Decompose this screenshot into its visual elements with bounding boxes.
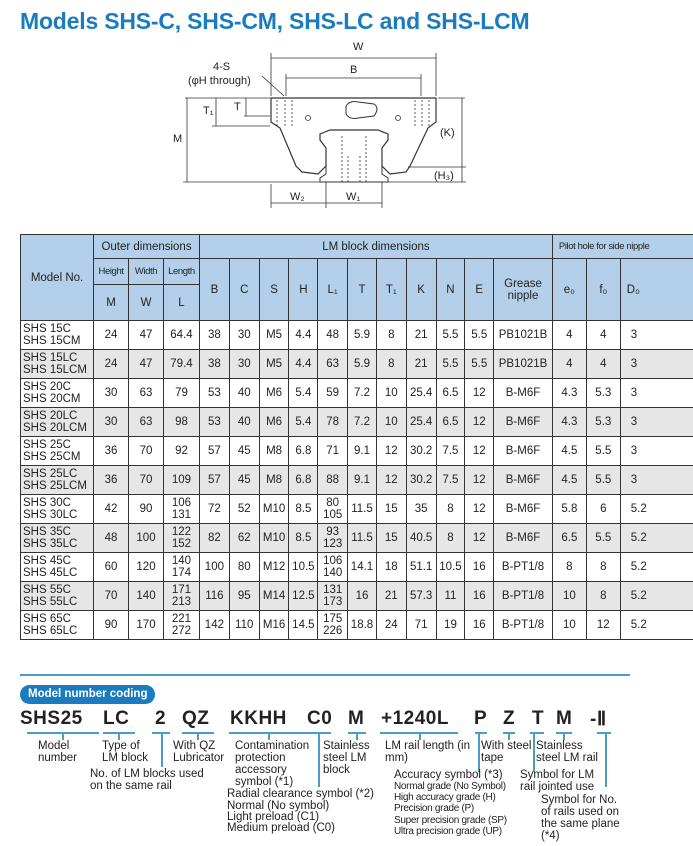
cell-h: 8.5 xyxy=(289,495,318,524)
cell-model-no: SHS 20C SHS 20CM xyxy=(21,379,94,408)
cell-w: 140 xyxy=(129,582,164,611)
cell-l1: 80 105 xyxy=(318,495,348,524)
cell-l1: 59 xyxy=(318,379,348,408)
cell-l: 221 272 xyxy=(163,611,199,640)
cell-h: 6.8 xyxy=(289,466,318,495)
cell-model-no: SHS 30C SHS 30LC xyxy=(21,495,94,524)
cell-model-no: SHS 35C SHS 35LC xyxy=(21,524,94,553)
cell-d0: 5.2 xyxy=(620,524,693,553)
cell-h: 6.8 xyxy=(289,437,318,466)
cell-l: 79.4 xyxy=(163,350,199,379)
cell-w: 63 xyxy=(129,379,164,408)
cell-e: 16 xyxy=(465,582,494,611)
section-divider xyxy=(20,674,630,676)
cell-w: 90 xyxy=(129,495,164,524)
cell-b: 53 xyxy=(199,379,229,408)
model-coding-badge: Model number coding xyxy=(20,685,155,704)
accuracy-option-high: High accuracy grade (H) xyxy=(394,792,496,803)
cell-k: 25.4 xyxy=(406,379,436,408)
dim-K: (K) xyxy=(440,127,455,139)
cell-w: 70 xyxy=(129,466,164,495)
cell-l: 140 174 xyxy=(163,553,199,582)
code-part-qz: QZ xyxy=(182,708,210,729)
cell-n: 19 xyxy=(436,611,465,640)
cell-b: 38 xyxy=(199,350,229,379)
dim-W: W xyxy=(353,41,364,53)
cell-e0: 5.8 xyxy=(552,495,586,524)
header-W: W xyxy=(129,285,164,321)
cell-m: 36 xyxy=(94,466,129,495)
cell-b: 57 xyxy=(199,437,229,466)
dim-B: B xyxy=(350,64,358,76)
cell-e0: 4.3 xyxy=(552,408,586,437)
header-model-no: Model No. xyxy=(21,235,94,321)
cell-l: 79 xyxy=(163,379,199,408)
cell-h: 12.5 xyxy=(289,582,318,611)
header-e0: e₀ xyxy=(552,259,586,321)
cell-f0: 5.5 xyxy=(586,524,620,553)
cell-b: 116 xyxy=(199,582,229,611)
header-M: M xyxy=(94,285,129,321)
cell-d0: 3 xyxy=(620,408,693,437)
label-contamination: Contamination protection accessory symbol (*1) xyxy=(235,740,310,788)
cell-s: M14 xyxy=(259,582,289,611)
cell-t1: 8 xyxy=(376,321,406,350)
cell-grease: B-PT1/8 xyxy=(494,553,553,582)
cell-h: 4.4 xyxy=(289,350,318,379)
cell-c: 52 xyxy=(229,495,259,524)
cell-t: 5.9 xyxy=(348,350,377,379)
cell-d0: 3 xyxy=(620,379,693,408)
cell-c: 40 xyxy=(229,379,259,408)
label-qz-lubricator: With QZ Lubricator xyxy=(173,740,225,764)
cell-e: 12 xyxy=(465,437,494,466)
cell-e: 16 xyxy=(465,611,494,640)
radial-option-light: Light preload (C1) xyxy=(227,811,320,823)
cell-grease: B-M6F xyxy=(494,495,553,524)
cell-t: 5.9 xyxy=(348,321,377,350)
cell-e: 12 xyxy=(465,524,494,553)
cell-c: 80 xyxy=(229,553,259,582)
cell-t: 14.1 xyxy=(348,553,377,582)
header-T1: T₁ xyxy=(376,259,406,321)
code-part-type: LC xyxy=(103,708,130,729)
cell-n: 11 xyxy=(436,582,465,611)
cell-t1: 10 xyxy=(376,408,406,437)
cell-model-no: SHS 45C SHS 45LC xyxy=(21,553,94,582)
cell-grease: PB1021B xyxy=(494,321,553,350)
cell-grease: B-PT1/8 xyxy=(494,611,553,640)
cell-model-no: SHS 65C SHS 65LC xyxy=(21,611,94,640)
cell-d0: 5.2 xyxy=(620,611,693,640)
cell-e0: 4 xyxy=(552,321,586,350)
cell-b: 142 xyxy=(199,611,229,640)
table-row xyxy=(21,495,693,524)
cell-w: 47 xyxy=(129,321,164,350)
header-T: T xyxy=(348,259,377,321)
cell-m: 60 xyxy=(94,553,129,582)
cell-l: 92 xyxy=(163,437,199,466)
cell-m: 30 xyxy=(94,379,129,408)
header-grease-nipple: Grease nipple xyxy=(494,259,553,321)
cell-model-no: SHS 20LC SHS 20LCM xyxy=(21,408,94,437)
cell-t1: 10 xyxy=(376,379,406,408)
radial-option-medium: Medium preload (C0) xyxy=(227,822,336,834)
header-L: L xyxy=(163,285,199,321)
cell-t: 18.8 xyxy=(348,611,377,640)
cell-l: 122 152 xyxy=(163,524,199,553)
cell-c: 30 xyxy=(229,321,259,350)
cell-b: 82 xyxy=(199,524,229,553)
cell-s: M5 xyxy=(259,321,289,350)
header-pilot-hole: Pilot hole for side nipple xyxy=(552,235,693,259)
cell-n: 10.5 xyxy=(436,553,465,582)
table-row xyxy=(21,582,693,611)
cell-e0: 4.3 xyxy=(552,379,586,408)
cell-d0: 5.2 xyxy=(620,553,693,582)
cell-model-no: SHS 15C SHS 15CM xyxy=(21,321,94,350)
cell-l1: 48 xyxy=(318,321,348,350)
cell-e: 12 xyxy=(465,379,494,408)
cell-s: M8 xyxy=(259,466,289,495)
label-accuracy: Accuracy symbol (*3) xyxy=(394,769,503,781)
code-part-accuracy: P xyxy=(474,708,488,729)
dim-T: T xyxy=(234,101,241,113)
cell-s: M6 xyxy=(259,408,289,437)
cell-b: 100 xyxy=(199,553,229,582)
cell-l1: 175 226 xyxy=(318,611,348,640)
cell-grease: B-M6F xyxy=(494,466,553,495)
code-part-rails-plane: -Ⅱ xyxy=(590,709,607,730)
cross-section-diagram xyxy=(170,36,470,216)
cell-model-no: SHS 25C SHS 25CM xyxy=(21,437,94,466)
cell-s: M12 xyxy=(259,553,289,582)
header-D0: D₀ xyxy=(620,259,693,321)
cell-grease: B-M6F xyxy=(494,379,553,408)
cell-model-no: SHS 55C SHS 55LC xyxy=(21,582,94,611)
dim-M: M xyxy=(173,133,183,145)
cell-w: 47 xyxy=(129,350,164,379)
cell-e0: 4.5 xyxy=(552,437,586,466)
cell-e: 16 xyxy=(465,553,494,582)
cell-f0: 5.5 xyxy=(586,437,620,466)
header-H: H xyxy=(289,259,318,321)
cell-t: 11.5 xyxy=(348,495,377,524)
cell-grease: B-M6F xyxy=(494,437,553,466)
cell-s: M6 xyxy=(259,379,289,408)
header-L1: L₁ xyxy=(318,259,348,321)
cell-l: 98 xyxy=(163,408,199,437)
label-rail-length: LM rail length (in mm) xyxy=(385,740,471,764)
cell-k: 35 xyxy=(406,495,436,524)
cell-m: 24 xyxy=(94,350,129,379)
cell-f0: 6 xyxy=(586,495,620,524)
cell-t: 9.1 xyxy=(348,437,377,466)
cell-l1: 78 xyxy=(318,408,348,437)
cell-f0: 5.3 xyxy=(586,408,620,437)
cell-k: 51.1 xyxy=(406,553,436,582)
cell-t: 9.1 xyxy=(348,466,377,495)
label-radial-clearance: Radial clearance symbol (*2) xyxy=(227,788,375,800)
cell-t1: 21 xyxy=(376,582,406,611)
cell-grease: B-M6F xyxy=(494,524,553,553)
cell-k: 21 xyxy=(406,350,436,379)
cell-l1: 93 123 xyxy=(318,524,348,553)
cell-t1: 24 xyxy=(376,611,406,640)
cell-s: M10 xyxy=(259,524,289,553)
cell-l1: 131 173 xyxy=(318,582,348,611)
header-K: K xyxy=(406,259,436,321)
cell-n: 5.5 xyxy=(436,321,465,350)
cell-t1: 18 xyxy=(376,553,406,582)
cell-l: 64.4 xyxy=(163,321,199,350)
label-stainless-rail: Stainless steel LM rail xyxy=(536,740,598,764)
cell-m: 90 xyxy=(94,611,129,640)
cell-grease: B-M6F xyxy=(494,408,553,437)
dim-4S: 4-S xyxy=(213,61,231,73)
cell-c: 95 xyxy=(229,582,259,611)
cell-k: 30.2 xyxy=(406,466,436,495)
label-type-lm-block: Type of LM block xyxy=(102,740,149,764)
cell-s: M16 xyxy=(259,611,289,640)
header-S: S xyxy=(259,259,289,321)
code-part-stainless-block: M xyxy=(348,708,365,729)
cell-s: M8 xyxy=(259,437,289,466)
header-f0: f₀ xyxy=(586,259,620,321)
cell-n: 5.5 xyxy=(436,350,465,379)
cell-model-no: SHS 15LC SHS 15LCM xyxy=(21,350,94,379)
label-lm-block-count: No. of LM blocks used on the same rail xyxy=(90,768,204,792)
label-steel-tape: With steel tape xyxy=(481,740,532,764)
cell-h: 4.4 xyxy=(289,321,318,350)
cell-b: 57 xyxy=(199,466,229,495)
accuracy-option-ultra: Ultra precision grade (UP) xyxy=(394,826,502,837)
code-part-rail-length: +1240L xyxy=(381,708,449,729)
cell-h: 5.4 xyxy=(289,408,318,437)
header-N: N xyxy=(436,259,465,321)
cell-t: 7.2 xyxy=(348,408,377,437)
header-B: B xyxy=(199,259,229,321)
cell-m: 30 xyxy=(94,408,129,437)
table-row xyxy=(21,321,693,350)
cell-e: 5.5 xyxy=(465,321,494,350)
cell-b: 72 xyxy=(199,495,229,524)
cell-n: 8 xyxy=(436,495,465,524)
header-height: Height xyxy=(94,259,129,285)
cell-k: 21 xyxy=(406,321,436,350)
table-row xyxy=(21,408,693,437)
cell-f0: 8 xyxy=(586,582,620,611)
cell-t1: 15 xyxy=(376,524,406,553)
cell-w: 170 xyxy=(129,611,164,640)
table-row xyxy=(21,379,693,408)
cell-w: 120 xyxy=(129,553,164,582)
cell-t1: 8 xyxy=(376,350,406,379)
cell-l: 106 131 xyxy=(163,495,199,524)
cell-d0: 5.2 xyxy=(620,495,693,524)
code-part-contamination: KKHH xyxy=(230,708,287,729)
cell-l1: 63 xyxy=(318,350,348,379)
cell-c: 62 xyxy=(229,524,259,553)
code-part-model: SHS25 xyxy=(20,708,83,729)
cell-b: 38 xyxy=(199,321,229,350)
cell-n: 6.5 xyxy=(436,408,465,437)
cell-e: 12 xyxy=(465,408,494,437)
cell-w: 100 xyxy=(129,524,164,553)
cell-c: 40 xyxy=(229,408,259,437)
cell-w: 70 xyxy=(129,437,164,466)
cell-l: 109 xyxy=(163,466,199,495)
cell-e0: 10 xyxy=(552,611,586,640)
header-width: Width xyxy=(129,259,164,285)
cell-d0: 3 xyxy=(620,437,693,466)
dim-W2: W₂ xyxy=(290,191,305,203)
cell-k: 40.5 xyxy=(406,524,436,553)
cell-m: 48 xyxy=(94,524,129,553)
cell-k: 25.4 xyxy=(406,408,436,437)
cell-e0: 4 xyxy=(552,350,586,379)
cell-c: 30 xyxy=(229,350,259,379)
cell-s: M10 xyxy=(259,495,289,524)
code-part-clearance: C0 xyxy=(307,708,333,729)
cell-model-no: SHS 25LC SHS 25LCM xyxy=(21,466,94,495)
cell-m: 24 xyxy=(94,321,129,350)
cell-e0: 6.5 xyxy=(552,524,586,553)
cell-h: 8.5 xyxy=(289,524,318,553)
cell-t1: 15 xyxy=(376,495,406,524)
cell-d0: 5.2 xyxy=(620,582,693,611)
header-C: C xyxy=(229,259,259,321)
cell-e: 5.5 xyxy=(465,350,494,379)
cell-h: 10.5 xyxy=(289,553,318,582)
cell-f0: 4 xyxy=(586,350,620,379)
cell-e0: 10 xyxy=(552,582,586,611)
code-part-count: 2 xyxy=(155,708,167,729)
cell-t: 16 xyxy=(348,582,377,611)
cell-e0: 8 xyxy=(552,553,586,582)
accuracy-option-normal: Normal grade (No Symbol) xyxy=(394,781,506,792)
cell-e: 12 xyxy=(465,466,494,495)
code-part-jointed: T xyxy=(532,708,545,729)
cell-s: M5 xyxy=(259,350,289,379)
code-part-stainless-rail: M xyxy=(556,708,573,729)
accuracy-option-precision: Precision grade (P) xyxy=(394,803,474,814)
radial-option-normal: Normal (No symbol) xyxy=(227,800,330,812)
cell-e0: 4.5 xyxy=(552,466,586,495)
cell-t: 11.5 xyxy=(348,524,377,553)
header-length: Length xyxy=(163,259,199,285)
cell-f0: 4 xyxy=(586,321,620,350)
cell-c: 110 xyxy=(229,611,259,640)
dim-T1: T₁ xyxy=(203,105,214,117)
cell-c: 45 xyxy=(229,437,259,466)
header-E: E xyxy=(465,259,494,321)
accuracy-option-super: Super precision grade (SP) xyxy=(394,815,507,826)
cell-d0: 3 xyxy=(620,350,693,379)
cell-k: 71 xyxy=(406,611,436,640)
table-row xyxy=(21,437,693,466)
header-outer-dimensions: Outer dimensions xyxy=(94,235,200,259)
page-title: Models SHS-C, SHS-CM, SHS-LC and SHS-LCM xyxy=(20,8,530,34)
table-row xyxy=(21,611,693,640)
cell-n: 7.5 xyxy=(436,466,465,495)
cell-m: 36 xyxy=(94,437,129,466)
table-row xyxy=(21,524,693,553)
cell-k: 57.3 xyxy=(406,582,436,611)
cell-b: 53 xyxy=(199,408,229,437)
table-row xyxy=(21,350,693,379)
cell-w: 63 xyxy=(129,408,164,437)
cell-n: 8 xyxy=(436,524,465,553)
table-row xyxy=(21,466,693,495)
cell-k: 30.2 xyxy=(406,437,436,466)
cell-n: 6.5 xyxy=(436,379,465,408)
cell-l1: 88 xyxy=(318,466,348,495)
cell-f0: 5.5 xyxy=(586,466,620,495)
label-model-number: Model number xyxy=(38,740,77,764)
table-row xyxy=(21,553,693,582)
cell-h: 14.5 xyxy=(289,611,318,640)
label-jointed-use: Symbol for LM rail jointed use xyxy=(520,769,595,793)
cell-m: 42 xyxy=(94,495,129,524)
label-stainless-block: Stainless steel LM block xyxy=(323,740,370,776)
cell-d0: 3 xyxy=(620,321,693,350)
cell-d0: 3 xyxy=(620,466,693,495)
cell-l1: 71 xyxy=(318,437,348,466)
dim-W1: W₁ xyxy=(346,191,361,203)
header-lm-block-dimensions: LM block dimensions xyxy=(199,235,552,259)
cell-f0: 5.3 xyxy=(586,379,620,408)
cell-f0: 8 xyxy=(586,553,620,582)
cell-m: 70 xyxy=(94,582,129,611)
dim-hole: (φH through) xyxy=(188,75,251,87)
cell-h: 5.4 xyxy=(289,379,318,408)
cell-t1: 12 xyxy=(376,466,406,495)
cell-l1: 106 140 xyxy=(318,553,348,582)
cell-t1: 12 xyxy=(376,437,406,466)
cell-l: 171 213 xyxy=(163,582,199,611)
cell-grease: PB1021B xyxy=(494,350,553,379)
cell-n: 7.5 xyxy=(436,437,465,466)
cell-e: 12 xyxy=(465,495,494,524)
cell-f0: 12 xyxy=(586,611,620,640)
dimensions-table xyxy=(20,234,693,640)
cell-t: 7.2 xyxy=(348,379,377,408)
cell-grease: B-PT1/8 xyxy=(494,582,553,611)
cell-c: 45 xyxy=(229,466,259,495)
code-part-steel-tape: Z xyxy=(503,708,516,729)
dim-H3: (H₃) xyxy=(434,170,454,182)
label-rails-same-plane: Symbol for No. of rails used on the same plane (*4) xyxy=(541,794,620,842)
